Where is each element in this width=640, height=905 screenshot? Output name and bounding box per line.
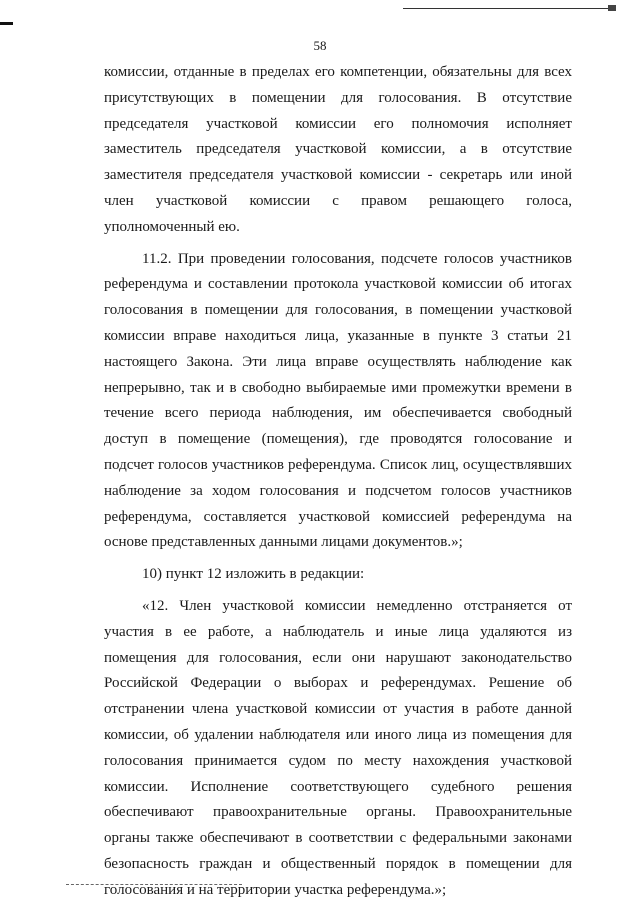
- bottom-rule: [66, 884, 242, 885]
- page-number: 58: [313, 38, 327, 53]
- paragraph-amendment-10: 10) пункт 12 изложить в редакции:: [142, 566, 365, 583]
- top-rule: [403, 8, 615, 9]
- paragraph-12: «12. Член участковой комиссии немедленно отстраняется от участия в ее работе, а наблюдатель и иные лица удаляются из помещения для голосования, если они нарушают законодательство Российской Федерации о выборах и референдумах. Решение об отстранении члена участковой комиссии от участия в работе данной комиссии, об удалении наблюдателя или иного лица из помещения для голосования принимается судом по месту нахождения участковой комиссии. Исполнение соответствующего судебного решения обеспечивают правоохранительные органы. Правоохранительные органы также обеспечивают в соответствии с федеральными законами безопасность граждан и общественный порядок в помещении для голосования и на территории участка референдума.»;: [104, 597, 572, 898]
- top-rule-end: [608, 5, 616, 11]
- paragraph-continuation: комиссии, отданные в пределах его компетенции, обязательны для всех присутствующих в помещении для голосования. В отсутствие председателя участковой комиссии его полномочия исполняет заместитель председателя участковой комиссии, а в отсутствие заместителя председателя участковой комиссии - секретарь или иной член участковой комиссии с правом решающего голоса, уполномоченный ею.: [104, 64, 572, 235]
- paragraph-11-2: 11.2. При проведении голосования, подсчете голосов участников референдума и составлении протокола участковой комиссии об итогах голосования в помещении для голосования, в помещении участковой комиссии вправе находиться лица, указанные в пункте 3 статьи 21 настоящего Закона. Эти лица вправе осуществлять наблюдение как непрерывно, так и в свободно выбираемые ими промежутки времени в течение всего периода наблюдения, им обеспечивается свободный доступ в помещение (помещения), где проводятся голосование и подсчет голосов участников референдума. Список лиц, осуществлявших наблюдение за ходом голосования и подсчетом голосов участников референдума, составляется участковой комиссией референдума на основе представленных данными лицами документов.»;: [104, 250, 572, 551]
- scan-edge-mark: [0, 22, 13, 25]
- document-body: [104, 60, 572, 904]
